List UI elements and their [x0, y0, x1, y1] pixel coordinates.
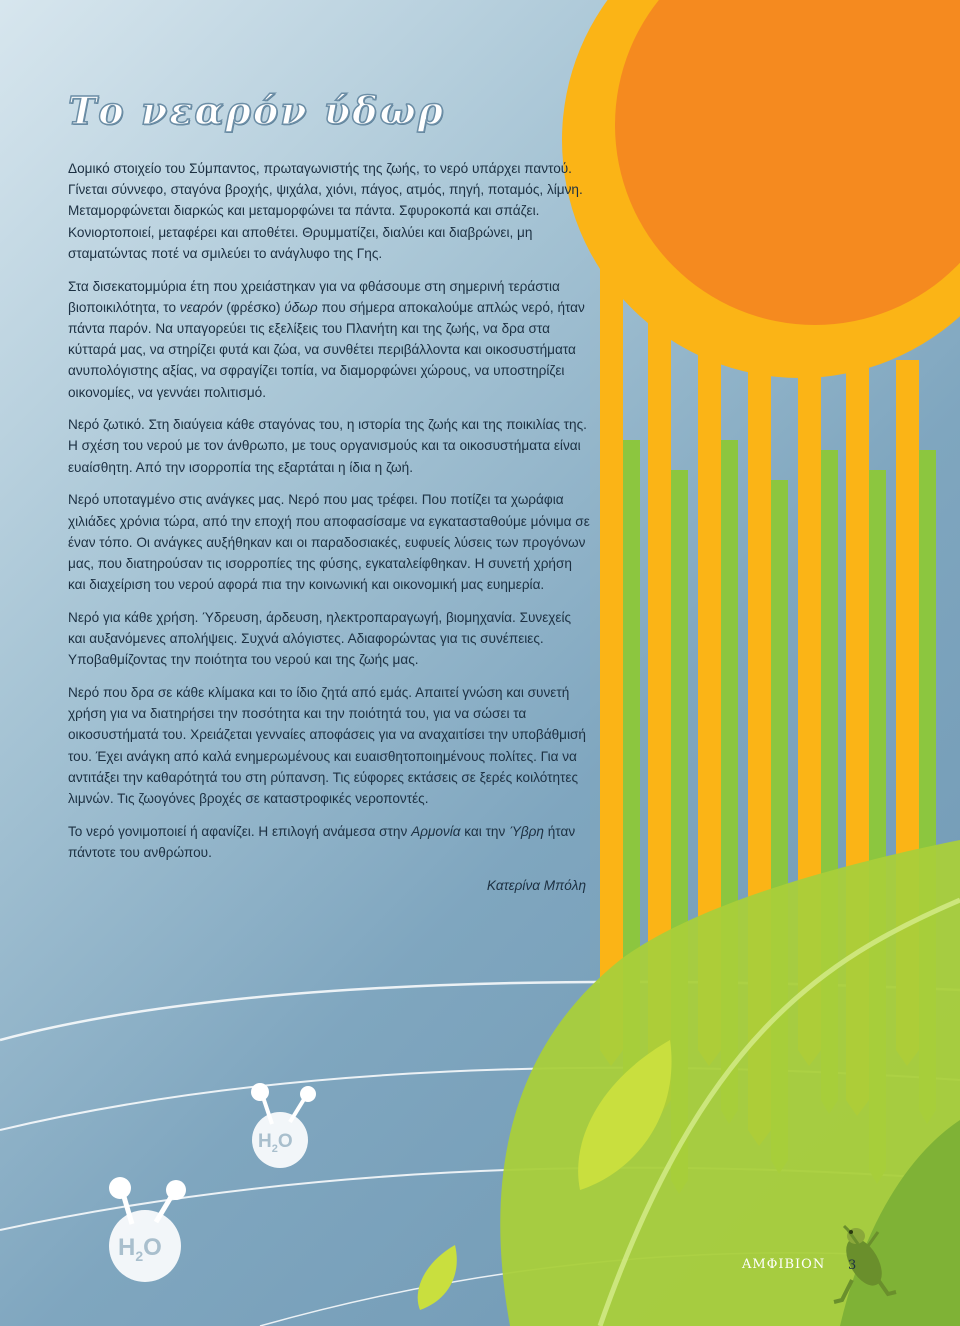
- paragraph: Νερό που δρα σε κάθε κλίμακα και το ίδιο ζητά από εμάς. Απαιτεί γνώση και συνετή χρήση για να διατηρήσει την ποσότητα και την ποιότητά του, για να σώσει τα οικοσυστήματά του. Χρειάζεται γενναίες αποφάσεις για να αναχαιτίσει την υποβάθμισή του. Έχει ανάγκη από καλά ενημερωμένους και ευαισθητοποιημένους πολίτες. Για να αντιτάξει την καθαρότητά του στη ρύπανση. Τις εύφορες εκτάσεις σε ξερές κοιλότητες λιμνών. Τις ζωογόνες βροχές σε καταστροφικές νεροποντές.: [68, 684, 586, 806]
- author-signature: Κατερίνα Μπόλη: [486, 877, 586, 893]
- paragraph: Δομικό στοιχείο του Σύμπαντος, πρωταγωνιστής της ζωής, το νερό υπάρχει παντού. Γίνεται σύννεφο, σταγόνα βροχής, ψιχάλα, χιόνι, πάγος, ατμός, πηγή, ποταμός, λίμνη. Μεταμορφώνεται διαρκώς και μεταμορφώνει τα πάντα. Σφυροκοπά και σπάζει. Κονιορτοποιεί, μεταφέρει και αποθέτει. Θρυμματίζει, διαλύει και διαβρώνει, μη σταματώντας ποτέ να σμιλεύει το ανάγλυφο της Γης.: [68, 161, 583, 261]
- brand-name: ΑΜΦΙΒΙΟΝ: [742, 1257, 826, 1272]
- page-title: Το νεαρόν ύδωρ: [68, 88, 445, 133]
- molecule-icon-h2o-large: [109, 1177, 186, 1282]
- paragraph: Νερό για κάθε χρήση. Ύδρευση, άρδευση, ηλεκτροπαραγωγή, βιομηχανία. Συνεχείς και αυξανόμενες απολήψεις. Συχνά αλόγιστες. Αδιαφορώντας για τις συνέπειες. Υποβαθμίζοντας την ποιότητα του νερού και της ζωής μας.: [68, 609, 572, 668]
- page-number: 3: [848, 1258, 857, 1273]
- molecule-label: [118, 1131, 293, 1264]
- svg-text:H2O: $H_2O$: [118, 1234, 162, 1264]
- paragraph: Το νερό γονιμοποιεί ή αφανίζει. Η επιλογή ανάμεσα στην Αρμονία και την Ύβρη ήταν πάντοτε του ανθρώπου.: [68, 823, 576, 860]
- article-body: [68, 158, 590, 907]
- tiny-leaf: [418, 1245, 457, 1310]
- molecule-icon-h2o: [251, 1083, 316, 1168]
- paragraph: Νερό υποταγμένο στις ανάγκες μας. Νερό που μας τρέφει. Που ποτίζει τα χωράφια χιλιάδες χρόνια τώρα, από την εποχή που αποφασίσαμε να εγκατασταθούμε μόνιμα σε έναν τόπο. Οι ανάγκες αυξήθηκαν και οι παραδοσιακές, ευφυείς λύσεις των προγόνων μας, που διατηρούσαν τις ισορροπίες της φύσης, εγκαταλείφθηκαν. Η συνετή χρήση και διαχείριση του νερού αφορά πια την κοινωνική και οικονομική μας ευημερία.: [68, 492, 590, 593]
- paragraph: Στα δισεκατομμύρια έτη που χρειάστηκαν για να φθάσουμε στη σημερινή τεράστια βιοποικιλότητα, το νεαρόν (φρέσκο) ύδωρ που σήμερα αποκαλούμε απλώς νερό, ήταν πάντα παρόν. Να υπαγορεύει τις εξελίξεις του Πλανήτη και της ζωής, να δρα στα κύτταρά μας, να στηρίζει φυτά και ζώα, να συνθέτει περιβάλλοντα και οικοσυστήματα ανυπολόγιστης αξίας, να σφραγίζει τοπία, να διαμορφώνει χώρους, να υποστηρίζει οικονομίες, να γεννάει πολιτισμό.: [68, 278, 585, 400]
- paragraph: Νερό ζωτικό. Στη διαύγεια κάθε σταγόνας του, η ιστορία της ζωής και της ποικιλίας της. Η σχέση του νερού με τον άνθρωπο, με τους οργανισμούς και τα οικοσυστήματα είναι ευαίσθητη. Από την ισορροπία της εξαρτάται η ίδια η ζωή.: [68, 417, 587, 475]
- svg-text:H2O: $H_2O$: [258, 1131, 293, 1155]
